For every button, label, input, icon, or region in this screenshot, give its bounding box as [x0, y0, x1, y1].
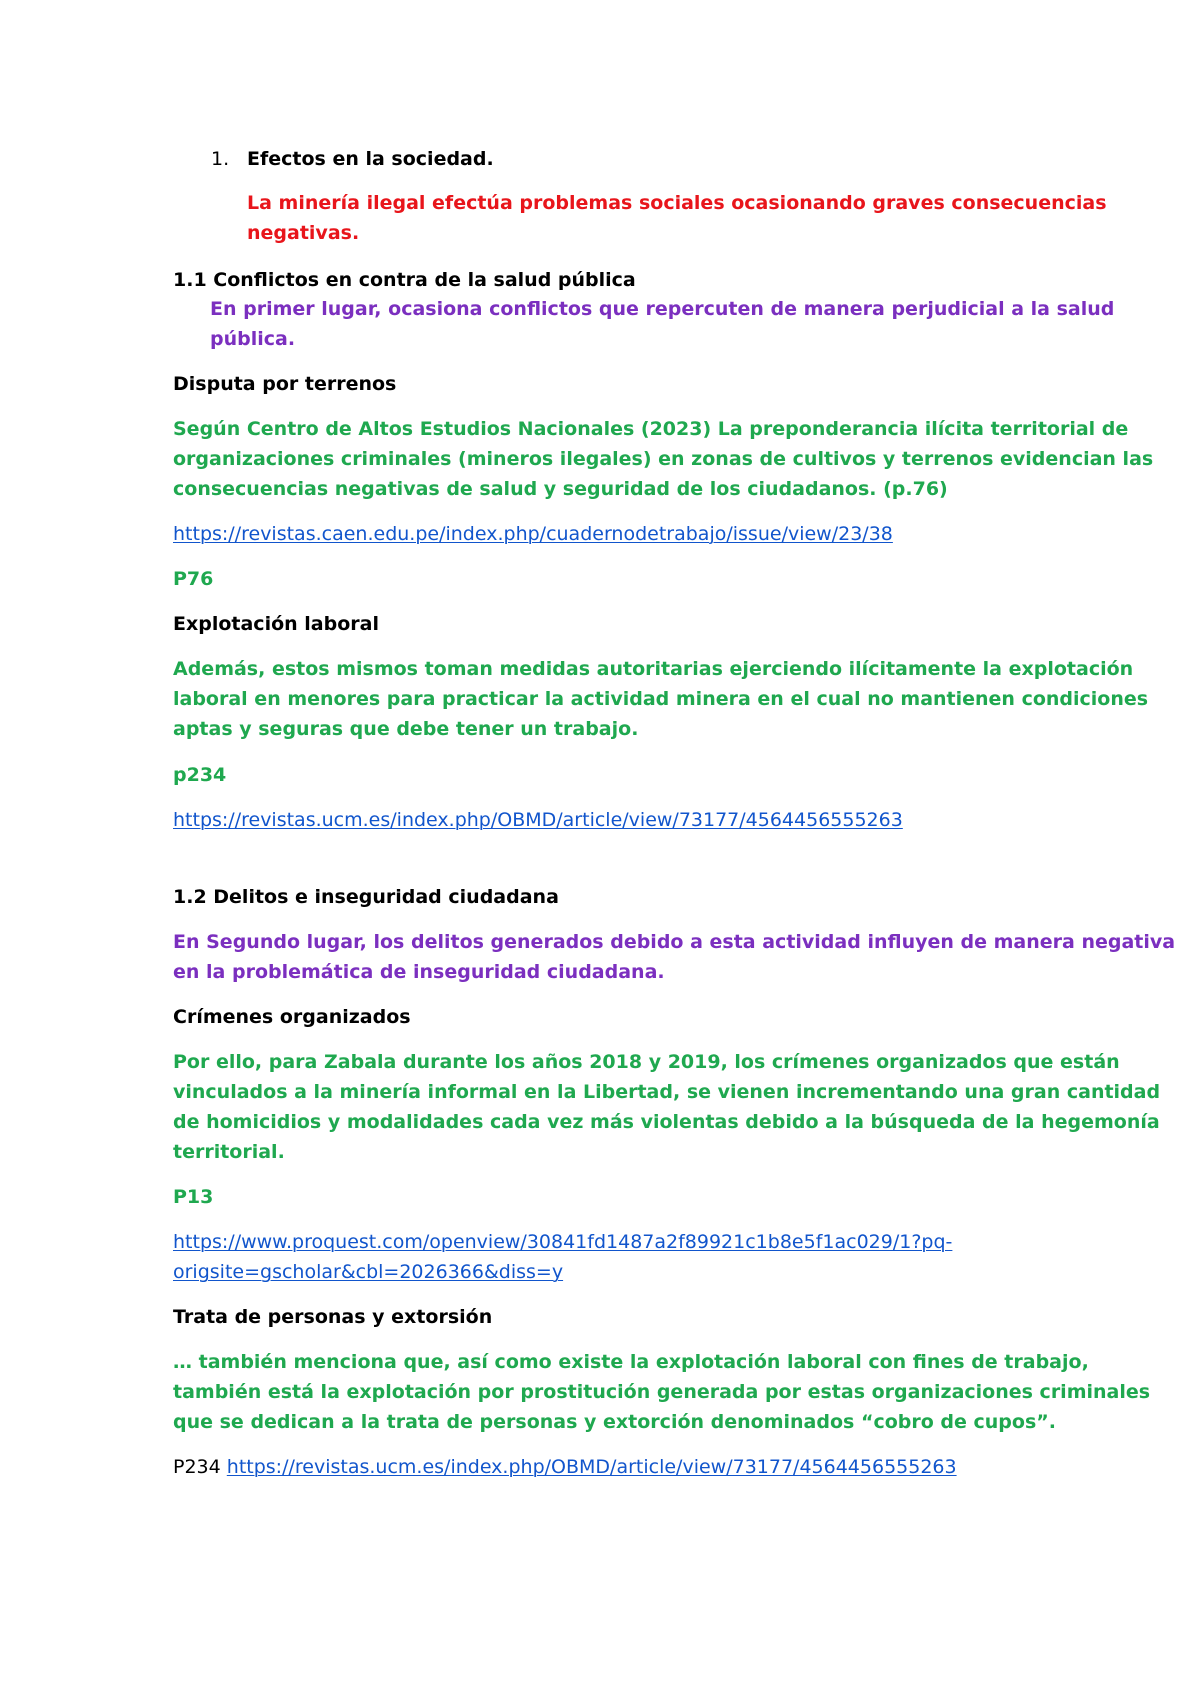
ucm-link[interactable]: https://revistas.ucm.es/index.php/OBMD/article/view/73177/4564456555263 [226, 1456, 957, 1478]
topic-text-line-3: aptas y seguras que debe tener un trabajo. [173, 718, 639, 740]
topic-text-line-2: también está la explotación por prostitución generada por estas organizaciones criminales [173, 1381, 1151, 1403]
topic-text-line-4: territorial. [173, 1141, 285, 1163]
reference-link [173, 1257, 563, 1287]
topic-heading-disputa: Disputa por terrenos [173, 373, 397, 395]
subsection-intro-line-2: pública. [210, 328, 296, 350]
reference-link [173, 519, 893, 549]
page-ref: p234 [173, 764, 227, 786]
topic-text-line-1: Además, estos mismos toman medidas autoritarias ejerciendo ilícitamente la explotación [173, 658, 1134, 680]
topic-text-line-2: laboral en menores para practicar la actividad minera en el cual no mantienen condiciones [173, 688, 1149, 710]
reference-link [173, 805, 903, 835]
subsection-intro-line-1: En primer lugar, ocasiona conflictos que repercuten de manera perjudicial a la salud [210, 298, 1115, 320]
topic-text-line-2: vinculados a la minería informal en la Libertad, se vienen incrementando una gran cantidad [173, 1081, 1161, 1103]
topic-heading-trata: Trata de personas y extorsión [173, 1306, 493, 1328]
topic-text-line-3: consecuencias negativas de salud y seguridad de los ciudadanos. (p.76) [173, 478, 948, 500]
topic-heading-crimenes: Crímenes organizados [173, 1006, 411, 1028]
topic-text-line-1: … también menciona que, así como existe la explotación laboral con fines de trabajo, [173, 1351, 1089, 1373]
topic-heading-explotacion: Explotación laboral [173, 613, 379, 635]
topic-text-line-3: de homicidios y modalidades cada vez más violentas debido a la búsqueda de la hegemonía [173, 1111, 1160, 1133]
topic-text-line-1: Según Centro de Altos Estudios Nacionales (2023) La preponderancia ilícita territorial de [173, 418, 1129, 440]
subsection-intro-line-2: en la problemática de inseguridad ciudadana. [173, 961, 665, 983]
reference-link [173, 1227, 952, 1257]
section-heading: Efectos en la sociedad. [247, 148, 494, 170]
thesis-line-1: La minería ilegal efectúa problemas sociales ocasionando graves consecuencias [247, 192, 1107, 214]
proquest-link-line-2[interactable]: origsite=gscholar&cbl=2026366&diss=y [173, 1261, 564, 1283]
caen-link[interactable]: https://revistas.caen.edu.pe/index.php/cuadernodetrabajo/issue/view/23/38 [173, 523, 893, 545]
page-ref: P234 [173, 1456, 221, 1478]
topic-text-line-1: Por ello, para Zabala durante los años 2018 y 2019, los crímenes organizados que están [173, 1051, 1120, 1073]
subsection-heading-1-2: 1.2 Delitos e inseguridad ciudadana [173, 886, 559, 908]
topic-text-line-3: que se dedican a la trata de personas y extorción denominados “cobro de cupos”. [173, 1411, 1056, 1433]
thesis-line-2: negativas. [247, 222, 360, 244]
list-number: 1. [211, 148, 230, 170]
reference-line [173, 1452, 957, 1482]
proquest-link-line-1[interactable]: https://www.proquest.com/openview/30841fd1487a2f89921c1b8e5f1ac029/1?pq- [173, 1231, 953, 1253]
page-ref: P76 [173, 568, 214, 590]
topic-text-line-2: organizaciones criminales (mineros ilegales) en zonas de cultivos y terrenos evidencian las [173, 448, 1154, 470]
subsection-heading-1-1: 1.1 Conflictos en contra de la salud pública [173, 269, 636, 291]
subsection-intro-line-1: En Segundo lugar, los delitos generados debido a esta actividad influyen de manera negativa [173, 931, 1176, 953]
ucm-link[interactable]: https://revistas.ucm.es/index.php/OBMD/article/view/73177/4564456555263 [173, 809, 903, 831]
page-ref: P13 [173, 1186, 214, 1208]
